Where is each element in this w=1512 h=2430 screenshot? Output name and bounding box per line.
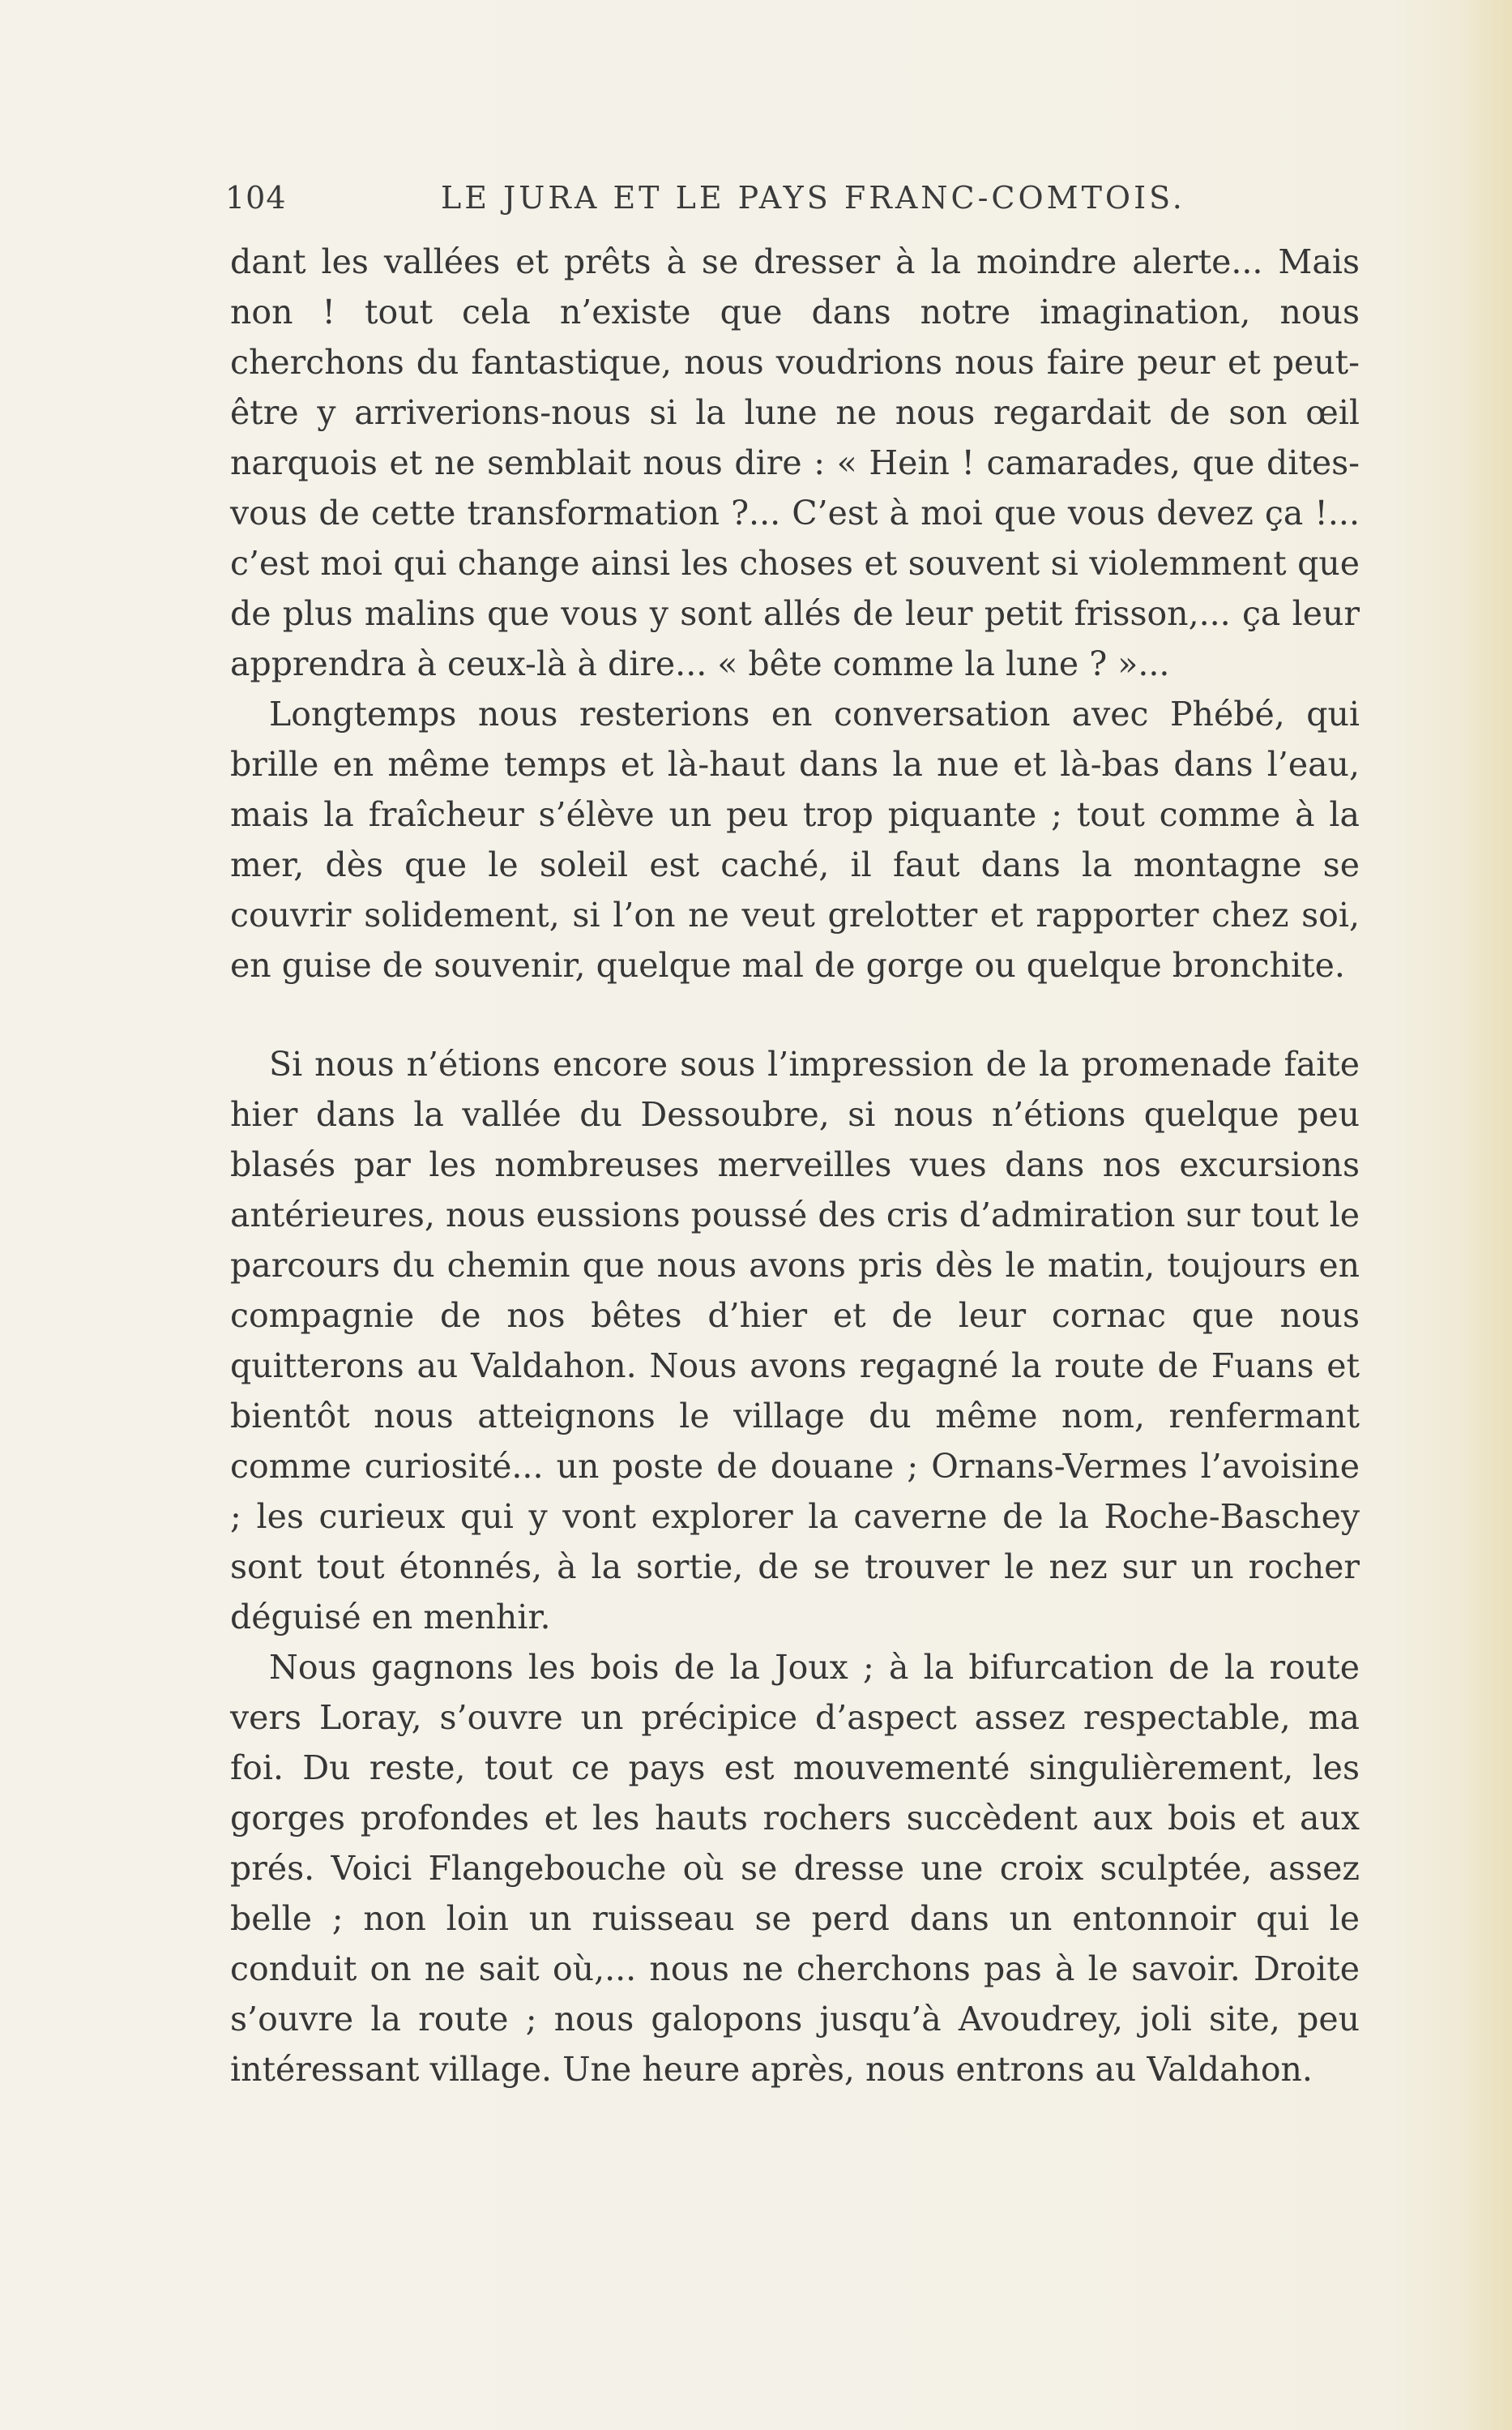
paragraph-phebe: Longtemps nous resterions en conversation avec Phébé, qui brille en même temps et là-haut dans la nue et là-bas dans l’eau, mais la fraîcheur s’élève un peu trop piquante ; tout comme à la mer, dès que le soleil est caché, il faut dans la montagne se couvrir solidement, si l’on ne veut grelotter et rapporter chez soi, en guise de souvenir, quelque mal de gorge ou quelque bronchite.: [230, 695, 1360, 985]
paragraph-continuation: dant les vallées et prêts à se dresser à la moindre alerte... Mais non ! tout cela n’existe que dans notre imagination, nous cherchons du fantastique, nous voudrions nous faire peur et peut-être y arriverions-nous si la lune ne nous regardait de son œil narquois et ne semblait nous dire : « Hein ! camarades, que dites-vous de cette transformation ?... C’est à moi que vous devez ça !... c’est moi qui change ainsi les choses et souvent si violemment que de plus malins que vous y sont allés de leur petit frisson,... ça leur apprendra à ceux-là à dire... « bête comme la lune ? »...: [230, 242, 1360, 683]
body-text: [230, 237, 1360, 2094]
paragraph-dessoubre: Si nous n’étions encore sous l’impression de la promenade faite hier dans la vallée du Dessoubre, si nous n’étions quelque peu blasés par les nombreuses merveilles vues dans nos excursions antérieures, nous eussions poussé des cris d’admiration sur tout le parcours du chemin que nous avons pris dès le matin, toujours en compagnie de nos bêtes d’hier et de leur cornac que nous quitterons au Valdahon. Nous avons regagné la route de Fuans et bientôt nous atteignons le village du même nom, renfermant comme curiosité... un poste de douane ; Ornans-Vermes l’avoisine ; les curieux qui y vont explorer la caverne de la Roche-Baschey sont tout étonnés, à la sortie, de se trouver le nez sur un rocher déguisé en menhir.: [230, 1045, 1360, 1636]
paragraph-joux: Nous gagnons les bois de la Joux ; à la bifurcation de la route vers Loray, s’ouvre un précipice d’aspect assez respectable, ma foi. Du reste, tout ce pays est mouvementé singulièrement, les gorges profondes et les hauts rochers succèdent aux bois et aux prés. Voici Flangebouche où se dresse une croix sculptée, assez belle ; non loin un ruisseau se perd dans un entonnoir qui le conduit on ne sait où,... nous ne cherchons pas à le savoir. Droite s’ouvre la route ; nous galopons jusqu’à Avoudrey, joli site, peu intéressant village. Une heure après, nous entrons au Valdahon.: [230, 1648, 1360, 2089]
page-number: 104: [225, 180, 287, 216]
page-edge-shading: [1463, 0, 1512, 2430]
running-head: [225, 173, 1185, 222]
running-title: LE JURA ET LE PAYS FRANC-COMTOIS.: [441, 180, 1185, 216]
